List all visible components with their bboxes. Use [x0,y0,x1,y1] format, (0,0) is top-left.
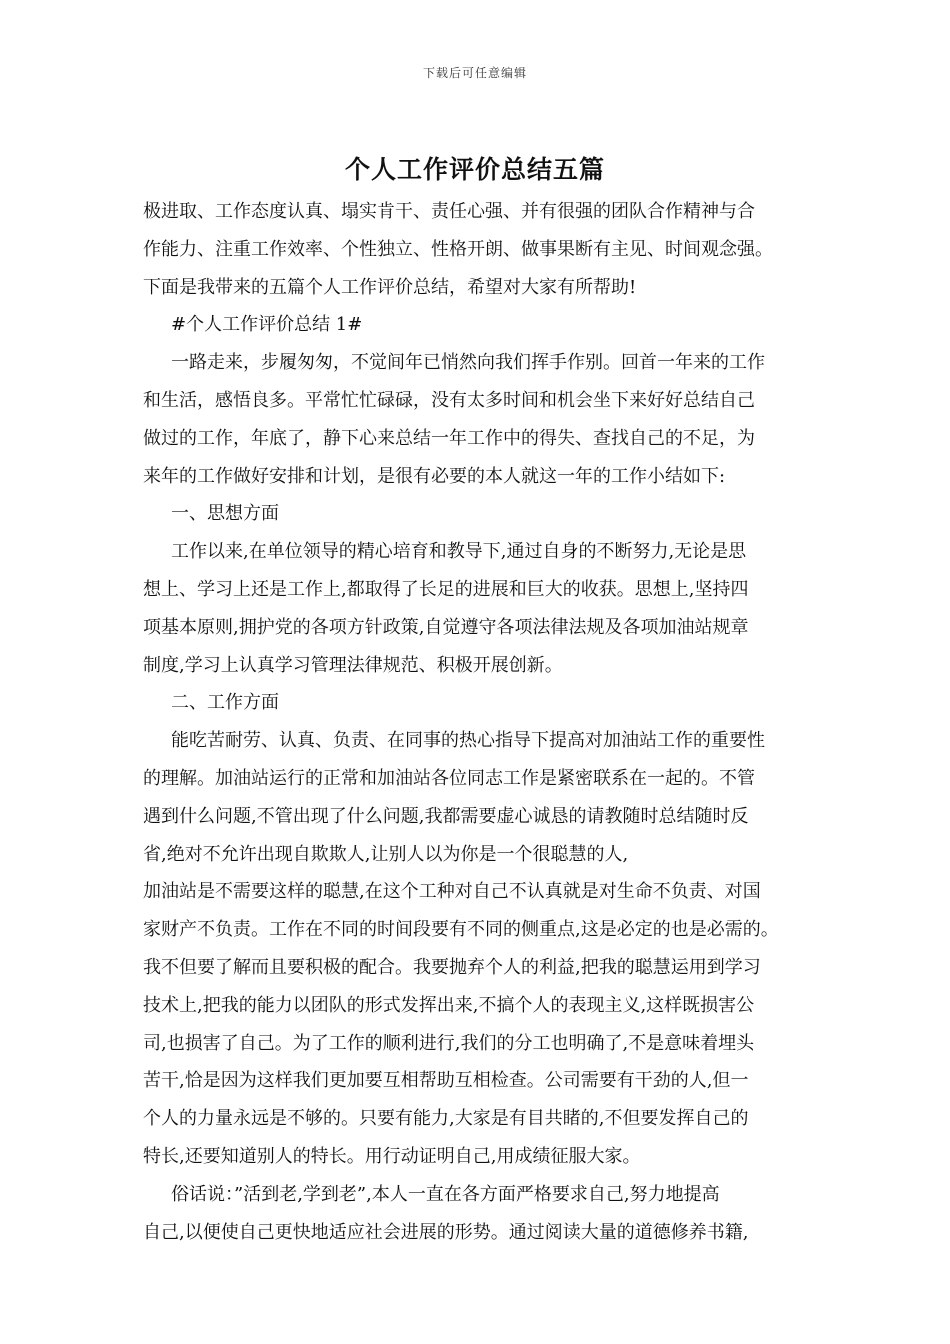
body-line: 和生活，感悟良多。平常忙忙碌碌，没有太多时间和机会坐下来好好总结自己 [143,389,755,411]
section-heading: 二、工作方面 [171,692,279,714]
body-line: 制度,学习上认真学习管理法律规范、积极开展创新。 [143,654,563,676]
body-line: 做过的工作，年底了，静下心来总结一年工作中的得失、查找自己的不足，为 [143,427,755,449]
body-line: 来年的工作做好安排和计划，是很有必要的本人就这一年的工作小结如下: [143,465,726,487]
body-line: 司,也损害了自己。为了工作的顺利进行,我们的分工也明确了,不是意味着埋头 [143,1032,755,1054]
body-line: 作能力、注重工作效率、个性独立、性格开朗、做事果断有主见、时间观念强。 [143,238,773,260]
body-line: 苦干,恰是因为这样我们更加要互相帮助互相检查。公司需要有干劲的人,但一 [143,1070,749,1092]
section-heading: 一、思想方面 [171,503,279,525]
body-line: 想上、学习上还是工作上,都取得了长足的进展和巨大的收获。思想上,坚持四 [143,578,749,600]
body-line: 我不但要了解而且要积极的配合。我要抛弃个人的利益,把我的聪慧运用到学习 [143,956,761,978]
body-line: 遇到什么问题,不管出现了什么问题,我都需要虚心诚恳的请教随时总结随时反 [143,805,749,827]
document-title: 个人工作评价总结五篇 [344,155,605,184]
body-line: 下面是我带来的五篇个人工作评价总结，希望对大家有所帮助! [143,276,637,298]
body-line: 加油站是不需要这样的聪慧,在这个工种对自己不认真就是对生命不负责、对国 [143,881,761,903]
header-note: 下载后可任意编辑 [422,66,527,80]
section-heading: #个人工作评价总结 1# [171,314,363,336]
body-line: 家财产不负责。工作在不同的时间段要有不同的侧重点,这是必定的也是必需的。 [143,919,779,941]
body-line: 一路走来，步履匆匆，不觉间年已悄然向我们挥手作别。回首一年来的工作 [171,352,765,374]
body-line: 的理解。加油站运行的正常和加油站各位同志工作是紧密联系在一起的。不管 [143,767,755,789]
body-line: 个人的力量永远是不够的。只要有能力,大家是有目共睹的,不但要发挥自己的 [143,1108,749,1130]
body-line: 工作以来,在单位领导的精心培育和教导下,通过自身的不断努力,无论是思 [171,541,747,563]
body-line: 极进取、工作态度认真、塌实肯干、责任心强、并有很强的团队合作精神与合 [143,201,755,222]
body-line: 省,绝对不允许出现自欺欺人,让别人以为你是一个很聪慧的人, [143,843,629,865]
body-line: 技术上,把我的能力以团队的形式发挥出来,不搞个人的表现主义,这样既损害公 [143,994,755,1016]
body-line: 俗话说：”活到老,学到老”,本人一直在各方面严格要求自己,努力地提高 [171,1183,720,1205]
body-line: 自己,以便使自己更快地适应社会进展的形势。通过阅读大量的道德修养书籍, [143,1221,749,1243]
body-line: 能吃苦耐劳、认真、负责、在同事的热心指导下提高对加油站工作的重要性 [171,730,765,752]
body-line: 特长,还要知道别人的特长。用行动证明自己,用成绩征服大家。 [143,1145,641,1167]
document-body [143,193,823,1251]
body-line: 项基本原则,拥护党的各项方针政策,自觉遵守各项法律法规及各项加油站规章 [143,616,749,638]
